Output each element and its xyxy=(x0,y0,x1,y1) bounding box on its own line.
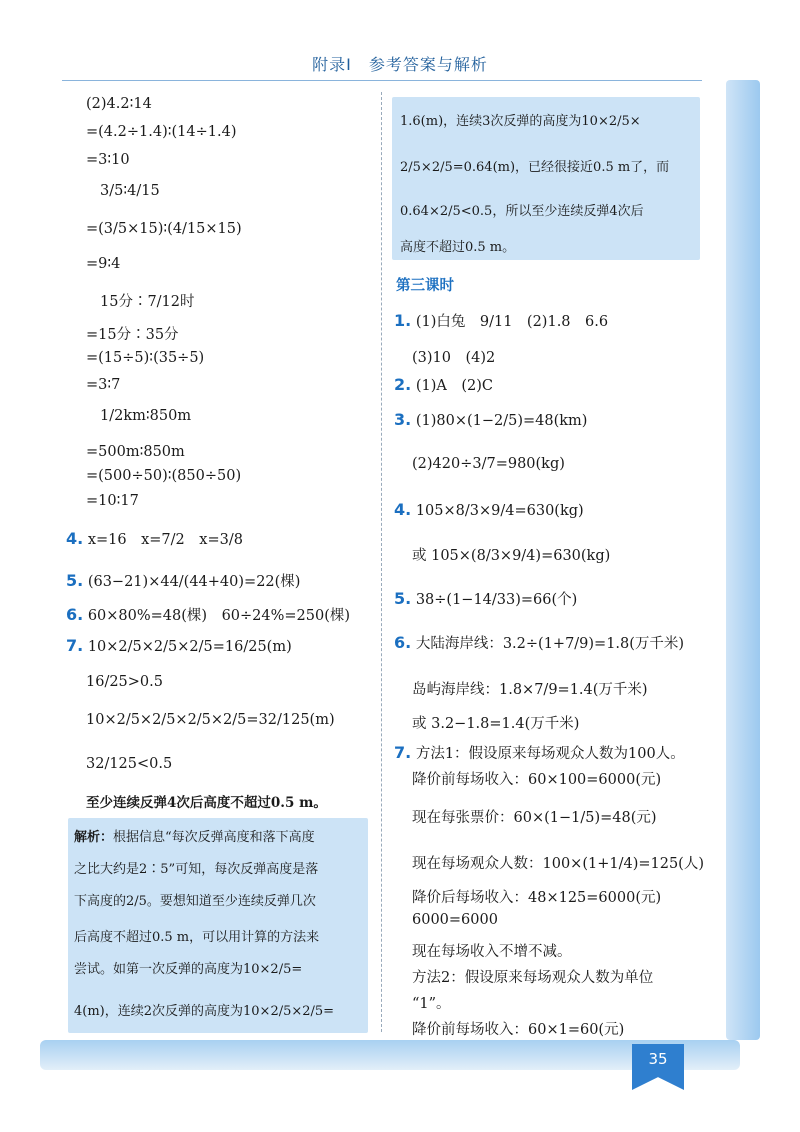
header-divider xyxy=(62,80,702,81)
answer-text: 大陆海岸线：3.2÷(1+7/9)=1.8(万千米) xyxy=(415,636,685,652)
question-number: 6. xyxy=(66,605,84,624)
answer-line: 现在每场收入不增不减。 xyxy=(412,944,572,960)
answer-line: 方法2：假设原来每场观众人数为单位 xyxy=(412,970,654,986)
analysis-line: 后高度不超过0.5 m，可以用计算的方法来 xyxy=(74,930,320,945)
answer-text: 105×8/3×9/4=630(kg) xyxy=(415,503,584,519)
answer-line: 现在每场观众人数：100×(1+1/4)=125(人) xyxy=(412,856,704,872)
answer-line: =10∶17 xyxy=(86,493,139,509)
question-4 xyxy=(394,500,584,519)
analysis-line: 1.6(m)，连续3次反弹的高度为10×2/5× xyxy=(400,114,641,129)
answer-line: 降价前每场收入：60×100=6000(元) xyxy=(412,772,662,788)
analysis-line-text: 根据信息“每次反弹高度和落下高度 xyxy=(113,830,315,845)
answer-line: 现在每张票价：60×(1−1/5)=48(元) xyxy=(412,810,657,826)
answer-text: (63−21)×44/(44+40)=22(棵) xyxy=(87,574,301,590)
analysis-line: 2/5×2/5=0.64(m)，已经很接近0.5 m了，而 xyxy=(400,160,670,175)
conclusion-text: 至少连续反弹4次后高度不超过0.5 m。 xyxy=(86,795,327,811)
answer-line: =(4.2÷1.4)∶(14÷1.4) xyxy=(86,124,237,140)
analysis-line: 之比大约是2∶5”可知，每次反弹高度是落 xyxy=(74,862,319,877)
answer-text: x=16 x=7/2 x=3/8 xyxy=(87,532,243,548)
answer-line: =(15÷5)∶(35÷5) xyxy=(86,350,205,366)
analysis-line xyxy=(74,826,315,845)
answer-line: 降价前每场收入：60×1=60(元) xyxy=(412,1022,625,1038)
answer-line: =(3/5×15)∶(4/15×15) xyxy=(86,221,242,237)
analysis-line: 高度不超过0.5 m。 xyxy=(400,240,516,255)
answer-line: 32/125<0.5 xyxy=(86,756,173,772)
answer-line: “1”。 xyxy=(412,996,451,1012)
question-number: 6. xyxy=(394,633,412,652)
question-4 xyxy=(66,528,243,549)
answer-line: =9∶4 xyxy=(86,256,121,272)
answer-line: 15分∶7/12时 xyxy=(100,294,195,310)
answer-text: (1)A (2)C xyxy=(415,378,493,394)
answer-line: (2)420÷3/7=980(kg) xyxy=(412,456,565,472)
answer-text: (1)80×(1−2/5)=48(km) xyxy=(415,413,588,429)
answer-line: 降价后每场收入：48×125=6000(元) xyxy=(412,890,662,906)
column-divider xyxy=(381,92,382,1032)
question-7 xyxy=(394,742,685,763)
analysis-line: 0.64×2/5<0.5，所以至少连续反弹4次后 xyxy=(400,204,644,219)
page-edge-decoration xyxy=(726,80,760,1040)
answer-line: (3)10 (4)2 xyxy=(412,350,496,366)
answer-line: 6000=6000 xyxy=(412,912,498,928)
analysis-line: 下高度的2/5。要想知道至少连续反弹几次 xyxy=(74,894,316,909)
answer-line: 1/2km∶850m xyxy=(100,408,192,424)
question-2 xyxy=(394,374,493,395)
question-1 xyxy=(394,310,608,331)
question-number: 7. xyxy=(394,743,412,762)
analysis-line: 4(m)，连续2次反弹的高度为10×2/5×2/5= xyxy=(74,1004,335,1019)
analysis-line: 尝试。如第一次反弹的高度为10×2/5= xyxy=(74,962,303,977)
answer-line: 或 105×(8/3×9/4)=630(kg) xyxy=(412,548,611,564)
answer-line: =3∶7 xyxy=(86,377,121,393)
answer-line: 3/5∶4/15 xyxy=(100,183,160,199)
question-number: 5. xyxy=(394,589,412,608)
question-6 xyxy=(394,632,684,653)
answer-line: =15分∶35分 xyxy=(86,327,179,343)
answer-line: =3∶10 xyxy=(86,152,130,168)
answer-text: (1)白兔 9/11 (2)1.8 6.6 xyxy=(415,314,609,330)
question-number: 4. xyxy=(394,500,412,519)
answer-line: =500m∶850m xyxy=(86,444,185,460)
answer-line: (2)4.2∶14 xyxy=(86,96,152,112)
question-3 xyxy=(394,410,587,429)
answer-text: 38÷(1−14/33)=66(个) xyxy=(415,592,578,608)
answer-text: 60×80%=48(棵) 60÷24%=250(棵) xyxy=(87,608,351,624)
question-6 xyxy=(66,604,350,625)
question-number: 5. xyxy=(66,571,84,590)
answer-line: 10×2/5×2/5×2/5×2/5=32/125(m) xyxy=(86,712,335,728)
question-number: 3. xyxy=(394,410,412,429)
question-number: 7. xyxy=(66,636,84,655)
answer-line: 岛屿海岸线：1.8×7/9=1.4(万千米) xyxy=(412,682,648,698)
answer-text: 方法1：假设原来每场观众人数为100人。 xyxy=(415,746,685,762)
page-header: 附录Ⅰ 参考答案与解析 xyxy=(312,55,488,74)
question-number: 2. xyxy=(394,375,412,394)
answer-text: 10×2/5×2/5×2/5=16/25(m) xyxy=(87,639,292,655)
page-number: 35 xyxy=(648,1050,668,1068)
question-5 xyxy=(66,570,300,591)
analysis-label: 解析： xyxy=(74,830,114,845)
section-title: 第三课时 xyxy=(396,278,454,294)
question-5 xyxy=(394,588,577,609)
question-number: 1. xyxy=(394,311,412,330)
answer-line: 或 3.2−1.8=1.4(万千米) xyxy=(412,716,580,732)
question-7 xyxy=(66,636,292,655)
question-number: 4. xyxy=(66,529,84,548)
answer-line: =(500÷50)∶(850÷50) xyxy=(86,468,242,484)
answer-line: 16/25>0.5 xyxy=(86,674,163,690)
